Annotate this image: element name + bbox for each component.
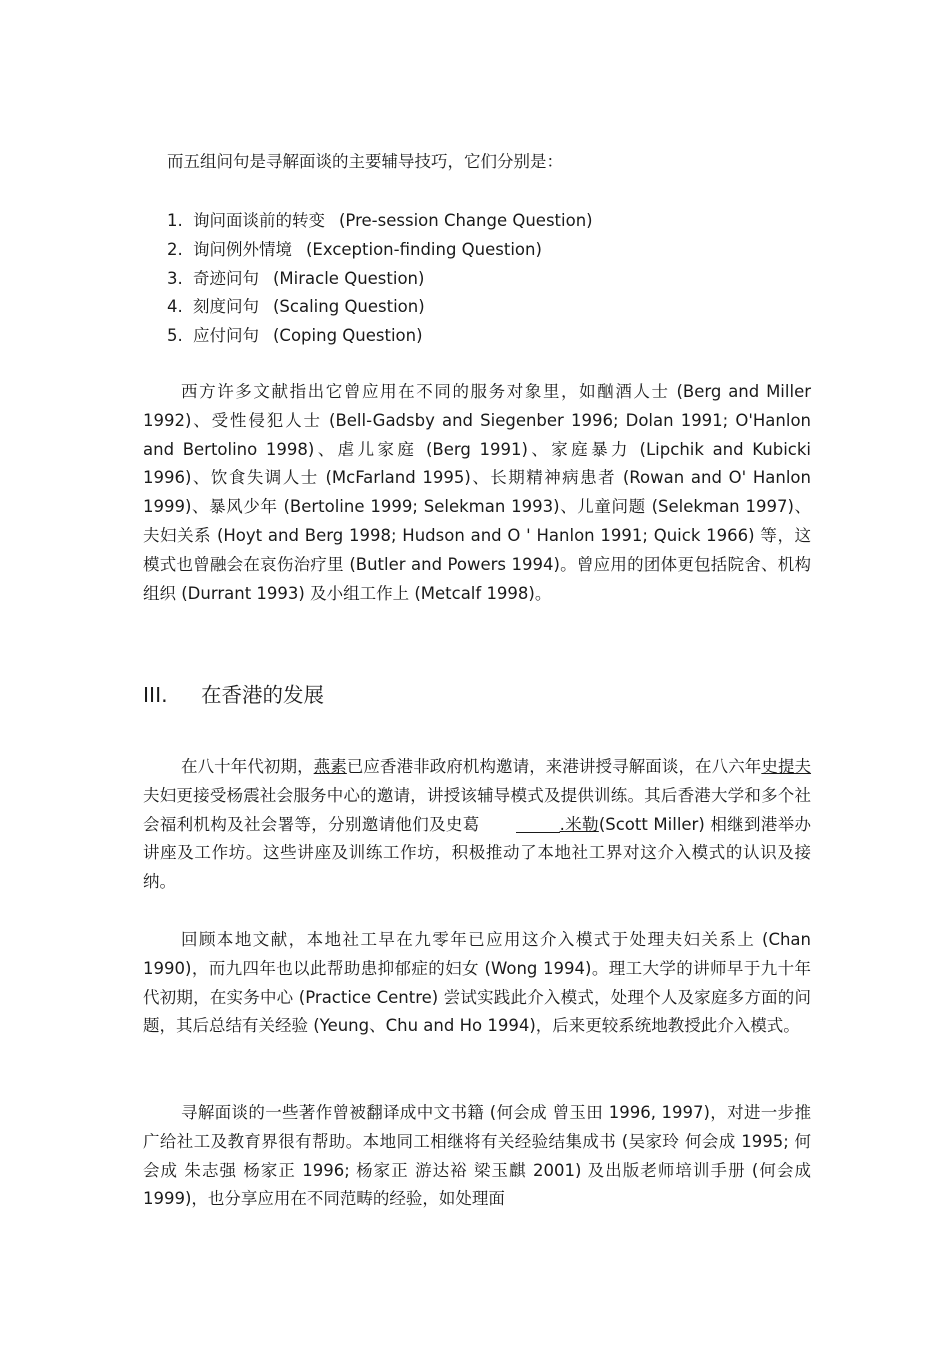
text-span: (Scott Miller) 相继到港举办讲座及工作坊。这些讲座及训练工作坊，积极推动了本地社工界对这介入模式的认识及接纳。 (143, 814, 811, 892)
section-number: III. (143, 683, 168, 707)
blank-underline (516, 815, 560, 833)
question-chinese: 奇迹问句 (193, 268, 259, 288)
paragraph-western-literature: 西方许多文献指出它曾应用在不同的服务对象里，如酗酒人士 (Berg and Miller 1992)、受性侵犯人士 (Bell-Gadsby and Siegenber 1996; Dolan 1991; O'Hanlon and Bertolino 1998)、虐儿家庭 (Berg 1991)、家庭暴力 (Lipchik and Kubicki 1996)、饮食失调人士 (McFarland 1995)、长期精神病患者 (Rowan and O' Hanlon 1999)、暴风少年 (Bertoline 1999; Selekman 1993)、儿童问题 (Selekman 1997)、夫妇关系 (Hoyt and Berg 1998; Hudson and O ' Hanlon 1991; Quick 1966) 等，这模式也曾融会在哀伤治疗里 (Butler and Powers 1994)。曾应用的团体更包括院舍、机构组织 (Durrant 1993) 及小组工作上 (Metcalf 1998)。 (143, 382, 811, 603)
question-chinese: 刻度问句 (193, 297, 259, 317)
underlined-name: 燕素 (313, 757, 347, 776)
underlined-name: 史提夫 (761, 757, 812, 776)
list-number: 2. (167, 239, 183, 259)
paragraph-local-literature: 回顾本地文献，本地社工早在九零年已应用这介入模式于处理夫妇关系上 (Chan 1990)，而九四年也以此帮助患抑郁症的妇女 (Wong 1994)。理工大学的讲师早于九十年代初期，在实务中心 (Practice Centre) 尝试实践此介入模式，处理个人及家庭多方面的问题，其后总结有关经验 (Yeung、Chu and Ho 1994)，后来更较系统地教授此介入模式。 (143, 930, 811, 1036)
question-chinese: 询问例外情境 (193, 239, 292, 259)
question-english: (Coping Question) (273, 326, 423, 346)
intro-sentence: 而五组问句是寻解面谈的主要辅导技巧，它们分别是： (167, 152, 563, 171)
list-number: 3. (167, 268, 183, 288)
question-english: (Scaling Question) (273, 297, 425, 317)
underlined-name: .米勒 (559, 814, 599, 834)
text-span: 在八十年代初期， (181, 757, 314, 776)
question-english: (Pre-session Change Question) (339, 211, 593, 230)
list-item (167, 322, 593, 351)
text-span: 已应香港非政府机构邀请，来港讲授寻解面谈，在八六年 (346, 757, 762, 776)
list-number: 1. (167, 211, 183, 230)
question-english: (Miracle Question) (273, 268, 425, 288)
section-title: 在香港的发展 (201, 683, 324, 707)
list-number: 4. (167, 297, 183, 317)
list-number: 5. (167, 326, 183, 346)
question-chinese: 应付问句 (193, 326, 259, 346)
list-item (167, 265, 593, 294)
paragraph-publications: 寻解面谈的一些著作曾被翻译成中文书籍 (何会成 曾玉田 1996, 1997)，对进一步推广给社工及教育界很有帮助。本地同工相继将有关经验结集成书 (吴家玲 何会成 1995; 何会成 朱志强 杨家正 1996; 杨家正 游达裕 梁玉麒 2001) 及出版老师培训手册 (何会成 1999)，也分享应用在不同范畴的经验，如处理面 (143, 1103, 811, 1209)
text-span: 夫妇更接受杨震社会服务中心的邀请，讲授该辅导模式及提供训练。其后香港大学和多个社会福利机构及社会署等，分别邀请他们及史葛 (143, 785, 811, 834)
list-item (167, 293, 593, 322)
paragraph-hong-kong-history (143, 753, 811, 897)
question-list (167, 207, 593, 351)
question-chinese: 询问面谈前的转变 (193, 211, 325, 230)
question-english: (Exception-finding Question) (306, 239, 542, 259)
list-item (167, 236, 593, 265)
section-heading (143, 680, 324, 710)
list-item (167, 207, 593, 236)
